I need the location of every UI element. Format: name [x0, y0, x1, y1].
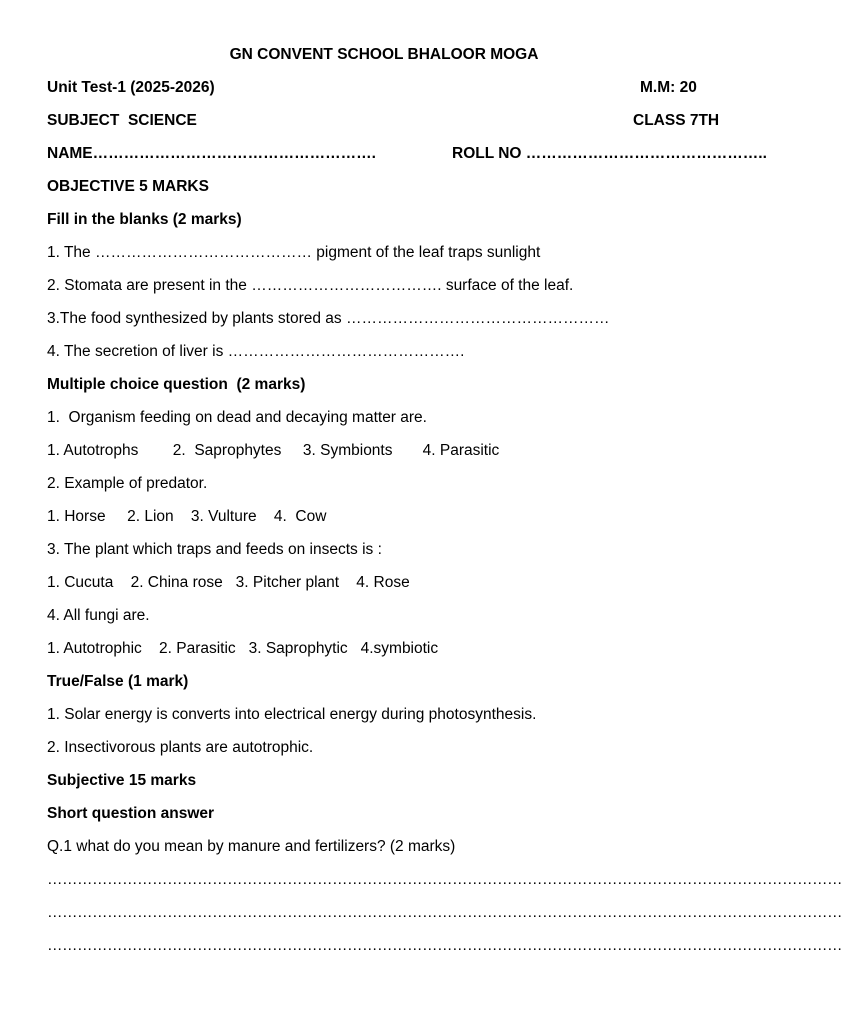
- school-title: GN CONVENT SCHOOL BHALOOR MOGA: [229, 46, 539, 63]
- test-name: Unit Test-1 (2025-2026): [47, 79, 215, 96]
- true-false-1: 1. Solar energy is converts into electrical energy during photosynthesis.: [47, 706, 537, 723]
- true-false-2: 2. Insectivorous plants are autotrophic.: [47, 739, 314, 756]
- true-false-heading: True/False (1 mark): [47, 673, 189, 690]
- mcq-options-2: 1. Horse 2. Lion 3. Vulture 4. Cow: [47, 508, 327, 525]
- answer-line-1: ……………………………………………………………………………………………………………………………………………: [47, 871, 842, 888]
- mcq-heading: Multiple choice question (2 marks): [47, 376, 306, 393]
- subject: SUBJECT SCIENCE: [47, 112, 197, 129]
- short-question-1: Q.1 what do you mean by manure and fertilizers? (2 marks): [47, 838, 456, 855]
- mcq-question-3: 3. The plant which traps and feeds on insects is :: [47, 541, 382, 558]
- short-answer-heading: Short question answer: [47, 805, 215, 822]
- mcq-question-4: 4. All fungi are.: [47, 607, 150, 624]
- mcq-options-4: 1. Autotrophic 2. Parasitic 3. Saprophytic 4.symbiotic: [47, 640, 439, 657]
- fill-question-3: 3.The food synthesized by plants stored as ……………………………………………: [47, 310, 610, 327]
- fill-question-4: 4. The secretion of liver is ……………………………………….: [47, 343, 465, 360]
- fill-blanks-heading: Fill in the blanks (2 marks): [47, 211, 242, 228]
- answer-line-3: ……………………………………………………………………………………………………………………………………………: [47, 937, 842, 954]
- mcq-question-2: 2. Example of predator.: [47, 475, 208, 492]
- mcq-options-3: 1. Cucuta 2. China rose 3. Pitcher plant 4. Rose: [47, 574, 410, 591]
- subjective-heading: Subjective 15 marks: [47, 772, 197, 789]
- fill-question-1: 1. The …………………………………… pigment of the leaf traps sunlight: [47, 244, 541, 261]
- mcq-options-1: 1. Autotrophs 2. Saprophytes 3. Symbionts 4. Parasitic: [47, 442, 500, 459]
- mcq-question-1: 1. Organism feeding on dead and decaying matter are.: [47, 409, 427, 426]
- fill-question-2: 2. Stomata are present in the ………………………………. surface of the leaf.: [47, 277, 574, 294]
- class-label: CLASS 7TH: [633, 112, 720, 129]
- name-field: NAME……………………………………………….: [47, 145, 376, 162]
- roll-no-field: ROLL NO ………………………………………..: [452, 145, 767, 162]
- answer-line-2: ……………………………………………………………………………………………………………………………………………: [47, 904, 842, 921]
- objective-heading: OBJECTIVE 5 MARKS: [47, 178, 209, 195]
- max-marks: M.M: 20: [640, 79, 697, 96]
